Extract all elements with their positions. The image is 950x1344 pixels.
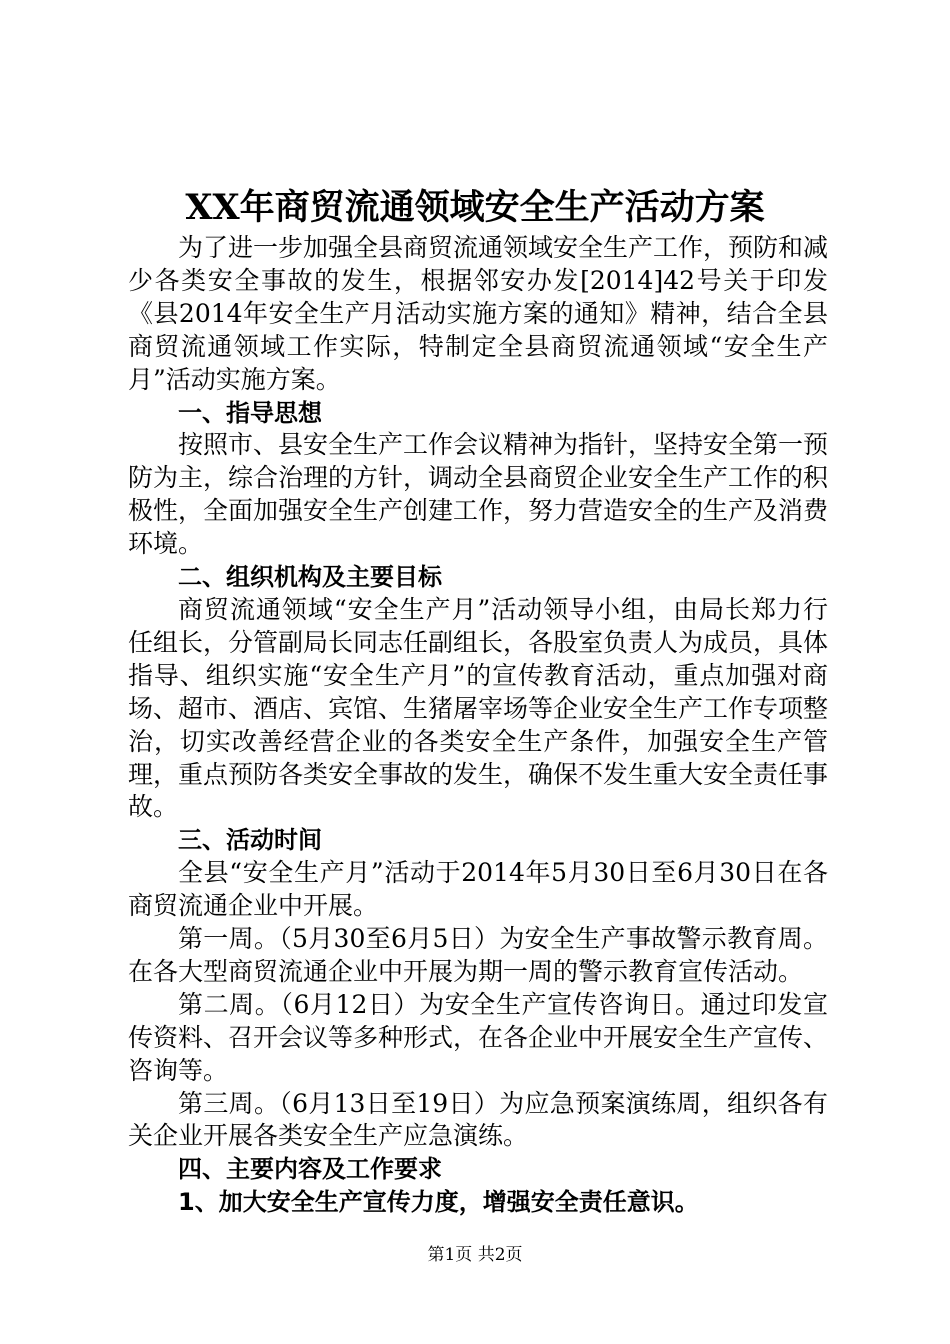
organization-paragraph: 商贸流通领域“安全生产月”活动领导小组，由局长郑力行任组长，分管副局长同志任副组长，各股室负责人为成员，具体指导、组织实施“安全生产月”的宣传教育活动，重点加强对商场、超市、酒店、宾馆、生猪屠宰场等企业安全生产工作专项整治，切实改善经营企业的各类安全生产条件，加强安全生产管理，重点预防各类安全事故的发生，确保不发生重大安全责任事故。 xyxy=(128,594,829,822)
intro-paragraph: 为了进一步加强全县商贸流通领域安全生产工作，预防和减少各类安全事故的发生，根据邻安办发[2014]42号关于印发《县2014年安全生产月活动实施方案的通知》精神，结合全县商贸流通领域工作实际，特制定全县商贸流通领域“安全生产月”活动实施方案。 xyxy=(128,233,829,394)
page-number-footer: 第1页 共2页 xyxy=(427,1245,523,1265)
guiding-ideology-paragraph: 按照市、县安全生产工作会议精神为指针，坚持安全第一预防为主，综合治理的方针，调动全县商贸企业安全生产工作的积极性，全面加强安全生产创建工作，努力营造安全的生产及消费环境。 xyxy=(128,430,829,559)
document-body xyxy=(128,232,828,1219)
section-heading-guiding-ideology: 一、指导思想 xyxy=(178,398,322,427)
subsection-heading-publicity: 1、加大安全生产宣传力度，增强安全责任意识。 xyxy=(178,1188,699,1217)
week-one-paragraph: 第一周。（5月30至6月5日）为安全生产事故警示教育周。在各大型商贸流通企业中开展为期一周的警示教育宣传活动。 xyxy=(128,924,828,986)
document-title: XX年商贸流通领域安全生产活动方案 xyxy=(185,187,765,228)
section-heading-main-content: 四、主要内容及工作要求 xyxy=(178,1155,442,1184)
section-heading-activity-time: 三、活动时间 xyxy=(178,826,322,855)
activity-time-paragraph: 全县“安全生产月”活动于2014年5月30日至6月30日在各商贸流通企业中开展。 xyxy=(128,858,828,921)
week-three-paragraph: 第三周。（6月13日至19日）为应急预案演练周，组织各有关企业开展各类安全生产应急演练。 xyxy=(128,1088,828,1151)
section-heading-organization: 二、组织机构及主要目标 xyxy=(178,563,442,592)
week-two-paragraph: 第二周。（6月12日）为安全生产宣传咨询日。通过印发宣传资料、召开会议等多种形式，在各企业中开展安全生产宣传、咨询等。 xyxy=(128,989,829,1085)
